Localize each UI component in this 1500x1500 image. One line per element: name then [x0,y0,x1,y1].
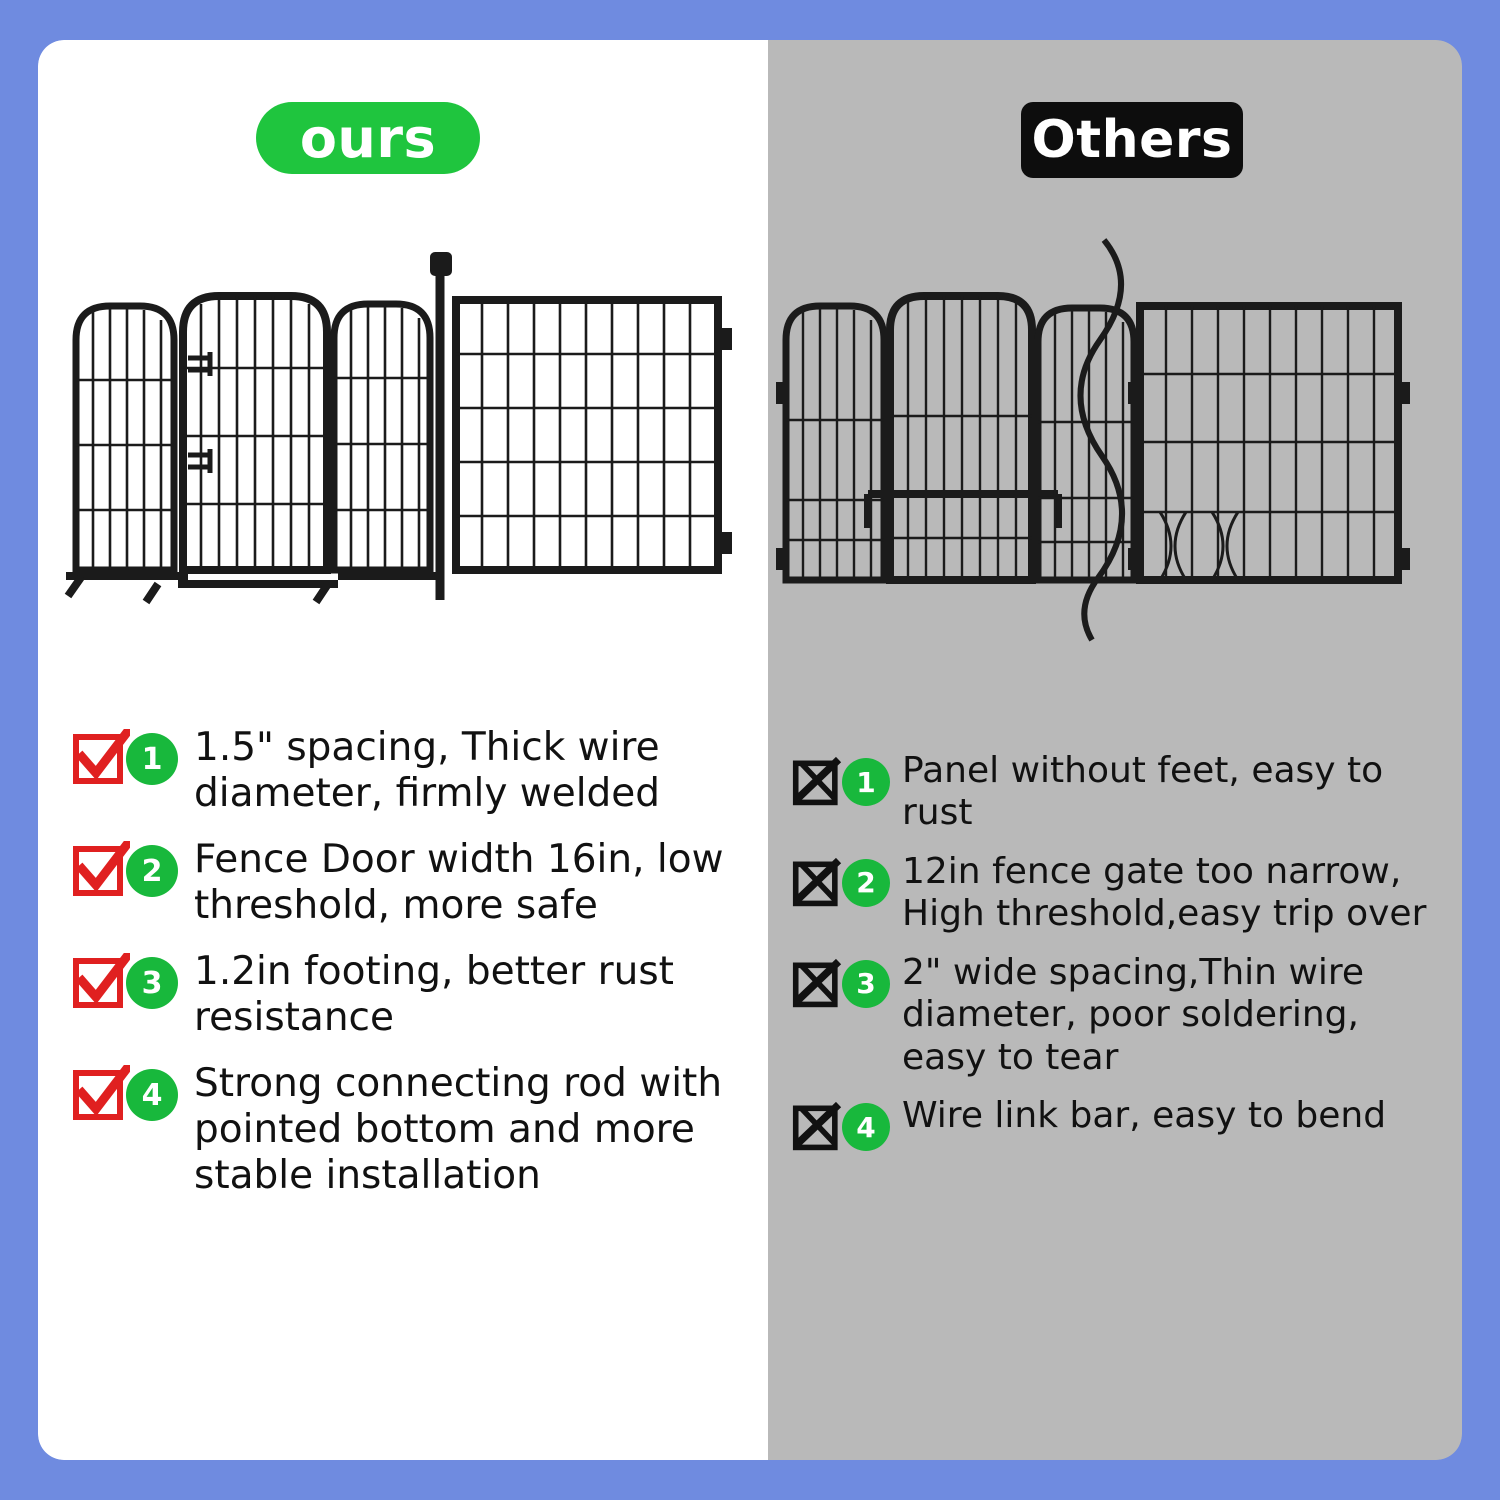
others-fence-illustration [768,230,1462,650]
check-icon [72,729,130,787]
ours-badge-label: ours [299,106,437,170]
item-text: 1.2in footing, better rust resistance [194,949,674,1041]
others-badge-label: Others [1031,110,1233,170]
cross-icon [792,754,846,808]
item-number: 4 [842,1103,890,1151]
ours-fence-illustration [38,240,768,660]
item-text: 12in fence gate too narrow, High threshold,easy trip over [902,850,1427,935]
cross-icon [792,1099,846,1153]
item-text: Fence Door width 16in, low threshold, more safe [194,837,724,929]
item-text: Panel without feet, easy to rust [902,750,1384,834]
list-item [792,750,1452,835]
item-number: 4 [126,1069,178,1121]
item-number: 1 [842,758,890,806]
ours-panel [38,40,768,1460]
ours-feature-list [72,725,762,1219]
list-item [72,1061,762,1199]
item-text: Strong connecting rod with pointed bottom and more stable installation [194,1061,723,1199]
list-item [792,1095,1452,1153]
others-feature-list [792,750,1452,1169]
cross-icon [792,855,846,909]
others-badge [1021,102,1243,178]
check-icon [72,953,130,1011]
others-panel [768,40,1462,1460]
cross-icon [792,956,846,1010]
item-number: 1 [126,733,178,785]
list-item [792,851,1452,936]
list-item [72,949,762,1041]
item-number: 2 [842,859,890,907]
list-item [72,725,762,817]
item-number: 3 [126,957,178,1009]
check-icon [72,1065,130,1123]
item-number: 3 [842,960,890,1008]
comparison-card [38,40,1462,1460]
ours-badge [256,102,480,174]
item-text: Wire link bar, easy to bend [902,1095,1387,1137]
item-text: 1.5" spacing, Thick wire diameter, firmly welded [194,725,661,817]
list-item [72,837,762,929]
item-number: 2 [126,845,178,897]
item-text: 2" wide spacing,Thin wire diameter, poor soldering, easy to tear [902,951,1365,1078]
check-icon [72,841,130,899]
list-item [792,952,1452,1079]
